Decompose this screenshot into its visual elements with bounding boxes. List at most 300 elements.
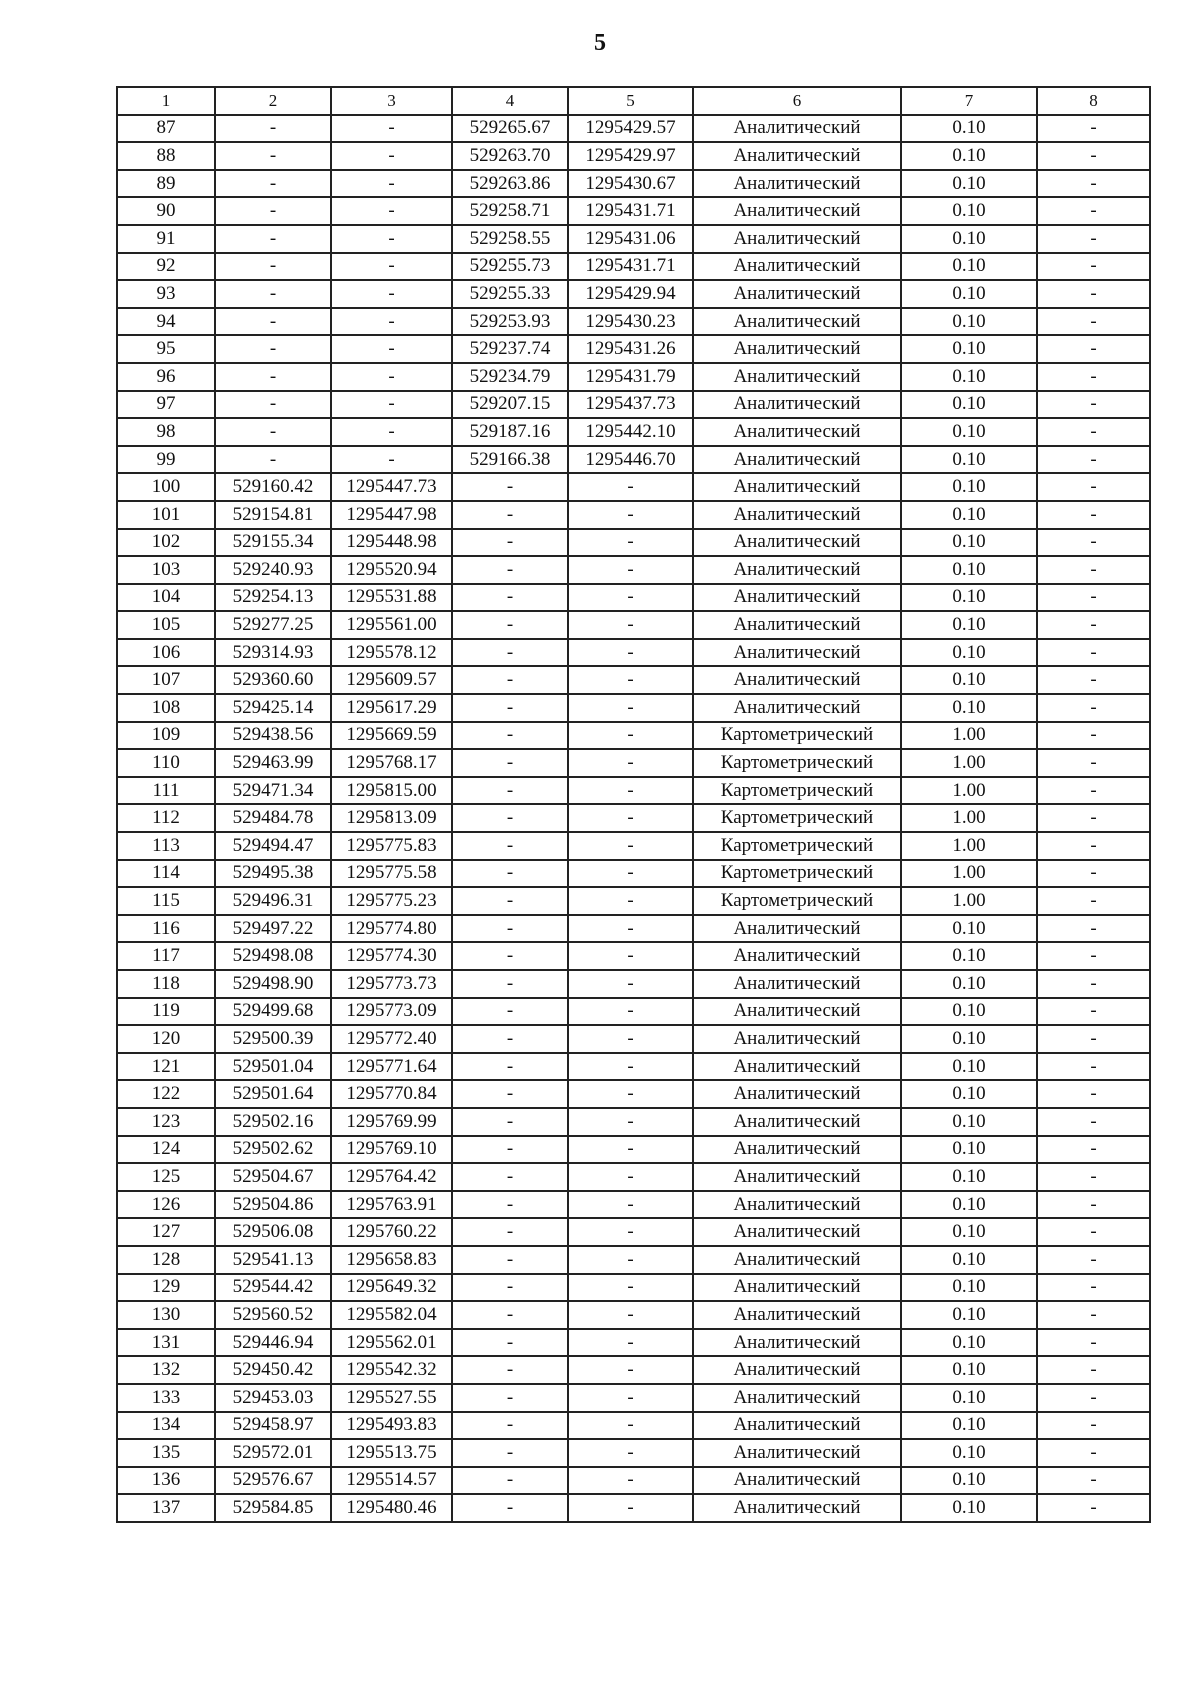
table-cell: -	[1037, 1439, 1150, 1467]
coordinates-table	[116, 86, 1151, 1523]
table-cell: 128	[117, 1246, 215, 1274]
table-cell: -	[452, 1494, 568, 1522]
table-cell: -	[452, 1467, 568, 1495]
table-row	[117, 197, 1150, 225]
table-cell: Аналитический	[693, 529, 901, 557]
table-cell: -	[452, 639, 568, 667]
table-cell: Картометрический	[693, 804, 901, 832]
table-row	[117, 1356, 1150, 1384]
table-cell: Аналитический	[693, 1053, 901, 1081]
table-cell: -	[331, 170, 452, 198]
table-cell: 0.10	[901, 391, 1037, 419]
table-row	[117, 1163, 1150, 1191]
table-cell: -	[331, 142, 452, 170]
table-cell: 110	[117, 749, 215, 777]
table-cell: 0.10	[901, 473, 1037, 501]
table-cell: 0.10	[901, 1274, 1037, 1302]
table-cell: -	[215, 418, 331, 446]
table-cell: -	[568, 501, 693, 529]
table-cell: 1295527.55	[331, 1384, 452, 1412]
table-cell: 1295429.94	[568, 280, 693, 308]
table-cell: -	[331, 418, 452, 446]
table-cell: -	[215, 363, 331, 391]
table-cell: -	[1037, 915, 1150, 943]
table-cell: 1295649.32	[331, 1274, 452, 1302]
table-cell: -	[215, 308, 331, 336]
table-cell: Аналитический	[693, 1412, 901, 1440]
table-cell: 0.10	[901, 1329, 1037, 1357]
table-cell: 0.10	[901, 1301, 1037, 1329]
table-cell: -	[452, 804, 568, 832]
table-cell: 529240.93	[215, 556, 331, 584]
table-cell: 97	[117, 391, 215, 419]
table-cell: 116	[117, 915, 215, 943]
table-cell: -	[568, 832, 693, 860]
table-cell: 0.10	[901, 970, 1037, 998]
table-cell: Картометрический	[693, 722, 901, 750]
table-cell: -	[1037, 253, 1150, 281]
table-row	[117, 611, 1150, 639]
table-cell: 529453.03	[215, 1384, 331, 1412]
table-row	[117, 998, 1150, 1026]
table-cell: -	[331, 363, 452, 391]
table-cell: -	[568, 1412, 693, 1440]
table-cell: Аналитический	[693, 1494, 901, 1522]
table-cell: -	[568, 860, 693, 888]
table-row	[117, 666, 1150, 694]
table-cell: -	[568, 1191, 693, 1219]
table-cell: 0.10	[901, 1136, 1037, 1164]
table-cell: Аналитический	[693, 225, 901, 253]
table-cell: 529584.85	[215, 1494, 331, 1522]
table-row	[117, 1108, 1150, 1136]
table-cell: -	[1037, 1053, 1150, 1081]
table-cell: 0.10	[901, 308, 1037, 336]
table-cell: -	[1037, 970, 1150, 998]
table-cell: 1295764.42	[331, 1163, 452, 1191]
table-cell: 0.10	[901, 363, 1037, 391]
table-cell: 1295431.26	[568, 335, 693, 363]
table-cell: 0.10	[901, 115, 1037, 143]
table-cell: 1295774.30	[331, 942, 452, 970]
table-cell: 101	[117, 501, 215, 529]
table-cell: 529484.78	[215, 804, 331, 832]
column-header-4: 4	[452, 87, 568, 115]
table-cell: -	[452, 501, 568, 529]
table-cell: -	[1037, 1329, 1150, 1357]
table-row	[117, 887, 1150, 915]
table-cell: -	[1037, 832, 1150, 860]
table-cell: 1295609.57	[331, 666, 452, 694]
table-row	[117, 418, 1150, 446]
table-row	[117, 1494, 1150, 1522]
table-row	[117, 253, 1150, 281]
table-cell: -	[215, 446, 331, 474]
table-cell: 1295447.98	[331, 501, 452, 529]
table-cell: 1295775.58	[331, 860, 452, 888]
table-row	[117, 1218, 1150, 1246]
table-cell: 1295431.71	[568, 253, 693, 281]
table-row	[117, 1246, 1150, 1274]
table-row	[117, 722, 1150, 750]
table-cell: Аналитический	[693, 666, 901, 694]
table-row	[117, 473, 1150, 501]
table-cell: Аналитический	[693, 335, 901, 363]
table-cell: 1295669.59	[331, 722, 452, 750]
table-cell: Аналитический	[693, 1246, 901, 1274]
table-cell: 529314.93	[215, 639, 331, 667]
table-cell: Аналитический	[693, 1301, 901, 1329]
table-cell: -	[452, 1301, 568, 1329]
table-cell: Аналитический	[693, 998, 901, 1026]
table-cell: Аналитический	[693, 1274, 901, 1302]
table-cell: -	[452, 1412, 568, 1440]
table-cell: 107	[117, 666, 215, 694]
table-cell: 132	[117, 1356, 215, 1384]
table-cell: 114	[117, 860, 215, 888]
table-cell: -	[452, 1136, 568, 1164]
table-cell: 529541.13	[215, 1246, 331, 1274]
table-cell: -	[452, 860, 568, 888]
table-cell: -	[331, 335, 452, 363]
column-header-1: 1	[117, 87, 215, 115]
table-cell: -	[1037, 225, 1150, 253]
table-cell: 1295429.57	[568, 115, 693, 143]
table-cell: -	[1037, 639, 1150, 667]
table-cell: -	[215, 115, 331, 143]
table-cell: -	[568, 1080, 693, 1108]
table-cell: -	[452, 1329, 568, 1357]
table-cell: 529501.04	[215, 1053, 331, 1081]
table-cell: -	[452, 473, 568, 501]
table-cell: 529500.39	[215, 1025, 331, 1053]
table-cell: 0.10	[901, 225, 1037, 253]
table-cell: 0.10	[901, 998, 1037, 1026]
table-cell: -	[1037, 1218, 1150, 1246]
table-cell: 1295769.99	[331, 1108, 452, 1136]
table-cell: -	[215, 170, 331, 198]
table-row	[117, 942, 1150, 970]
table-cell: 529572.01	[215, 1439, 331, 1467]
table-cell: -	[1037, 998, 1150, 1026]
table-cell: 1295772.40	[331, 1025, 452, 1053]
table-row	[117, 1329, 1150, 1357]
table-cell: 0.10	[901, 1384, 1037, 1412]
table-cell: -	[1037, 363, 1150, 391]
table-cell: 529187.16	[452, 418, 568, 446]
table-cell: -	[215, 142, 331, 170]
table-row	[117, 115, 1150, 143]
table-cell: 1295437.73	[568, 391, 693, 419]
table-cell: Аналитический	[693, 115, 901, 143]
table-cell: -	[568, 942, 693, 970]
table-cell: -	[1037, 722, 1150, 750]
table-cell: 529504.86	[215, 1191, 331, 1219]
table-cell: -	[452, 666, 568, 694]
table-cell: -	[452, 611, 568, 639]
table-cell: 529450.42	[215, 1356, 331, 1384]
table-cell: -	[1037, 584, 1150, 612]
column-header-2: 2	[215, 87, 331, 115]
table-cell: 529277.25	[215, 611, 331, 639]
table-cell: Аналитический	[693, 970, 901, 998]
table-cell: -	[568, 749, 693, 777]
table-cell: 104	[117, 584, 215, 612]
column-header-5: 5	[568, 87, 693, 115]
table-cell: 95	[117, 335, 215, 363]
table-cell: 105	[117, 611, 215, 639]
table-cell: 1295520.94	[331, 556, 452, 584]
table-cell: -	[568, 1329, 693, 1357]
table-cell: 1295769.10	[331, 1136, 452, 1164]
table-cell: 1295448.98	[331, 529, 452, 557]
table-cell: 529544.42	[215, 1274, 331, 1302]
table-cell: 89	[117, 170, 215, 198]
table-cell: 1295617.29	[331, 694, 452, 722]
table-cell: 0.10	[901, 142, 1037, 170]
table-cell: 529499.68	[215, 998, 331, 1026]
table-cell: 529425.14	[215, 694, 331, 722]
table-cell: 529253.93	[452, 308, 568, 336]
table-cell: 1.00	[901, 860, 1037, 888]
table-cell: Аналитический	[693, 391, 901, 419]
table-cell: -	[1037, 418, 1150, 446]
table-cell: 0.10	[901, 639, 1037, 667]
table-cell: -	[568, 1274, 693, 1302]
table-cell: 1295768.17	[331, 749, 452, 777]
table-cell: 98	[117, 418, 215, 446]
table-cell: 529258.71	[452, 197, 568, 225]
table-cell: 1295770.84	[331, 1080, 452, 1108]
table-row	[117, 639, 1150, 667]
table-cell: 1295480.46	[331, 1494, 452, 1522]
table-cell: 0.10	[901, 501, 1037, 529]
table-cell: Аналитический	[693, 142, 901, 170]
table-cell: -	[331, 391, 452, 419]
table-cell: -	[1037, 804, 1150, 832]
table-cell: Аналитический	[693, 1108, 901, 1136]
table-cell: -	[1037, 1246, 1150, 1274]
table-cell: -	[452, 1384, 568, 1412]
table-cell: 0.10	[901, 694, 1037, 722]
table-cell: 103	[117, 556, 215, 584]
table-cell: -	[452, 1053, 568, 1081]
table-cell: 0.10	[901, 1467, 1037, 1495]
table-cell: 1295773.73	[331, 970, 452, 998]
table-cell: 0.10	[901, 1163, 1037, 1191]
table-cell: 131	[117, 1329, 215, 1357]
table-cell: 529576.67	[215, 1467, 331, 1495]
table-cell: -	[452, 1356, 568, 1384]
table-row	[117, 363, 1150, 391]
table-cell: -	[1037, 391, 1150, 419]
table-cell: 529155.34	[215, 529, 331, 557]
table-cell: 0.10	[901, 556, 1037, 584]
table-cell: 1295442.10	[568, 418, 693, 446]
table-cell: -	[452, 749, 568, 777]
table-cell: Аналитический	[693, 942, 901, 970]
table-cell: 111	[117, 777, 215, 805]
table-cell: 0.10	[901, 666, 1037, 694]
table-cell: 529438.56	[215, 722, 331, 750]
table-cell: -	[452, 1080, 568, 1108]
table-cell: 529166.38	[452, 446, 568, 474]
table-header	[117, 87, 1150, 115]
table-cell: 0.10	[901, 446, 1037, 474]
table-cell: 136	[117, 1467, 215, 1495]
table-cell: -	[568, 1494, 693, 1522]
table-cell: -	[568, 1136, 693, 1164]
table-cell: -	[452, 584, 568, 612]
table-cell: -	[1037, 1080, 1150, 1108]
table-cell: -	[1037, 335, 1150, 363]
table-cell: 1295514.57	[331, 1467, 452, 1495]
table-cell: Аналитический	[693, 473, 901, 501]
table-cell: 1.00	[901, 804, 1037, 832]
table-cell: -	[1037, 1412, 1150, 1440]
table-row	[117, 804, 1150, 832]
table-cell: -	[1037, 1356, 1150, 1384]
table-cell: 529263.86	[452, 170, 568, 198]
table-cell: -	[452, 1274, 568, 1302]
table-cell: Аналитический	[693, 556, 901, 584]
table-cell: -	[1037, 529, 1150, 557]
table-cell: -	[215, 391, 331, 419]
table-cell: 1295513.75	[331, 1439, 452, 1467]
table-cell: 108	[117, 694, 215, 722]
table-row	[117, 391, 1150, 419]
table-cell: 122	[117, 1080, 215, 1108]
table-cell: 125	[117, 1163, 215, 1191]
table-cell: 529502.62	[215, 1136, 331, 1164]
table-cell: 1295561.00	[331, 611, 452, 639]
table-cell: 127	[117, 1218, 215, 1246]
table-cell: 0.10	[901, 611, 1037, 639]
table-row	[117, 1467, 1150, 1495]
table-cell: Аналитический	[693, 1163, 901, 1191]
table-cell: -	[1037, 694, 1150, 722]
table-cell: -	[1037, 446, 1150, 474]
table-cell: 0.10	[901, 1080, 1037, 1108]
page-number: 5	[594, 30, 606, 56]
table-cell: -	[1037, 1467, 1150, 1495]
table-cell: 1295813.09	[331, 804, 452, 832]
table-cell: Аналитический	[693, 1439, 901, 1467]
table-cell: 1295431.06	[568, 225, 693, 253]
table-cell: 1295430.67	[568, 170, 693, 198]
table-cell: 118	[117, 970, 215, 998]
table-cell: 1295431.71	[568, 197, 693, 225]
table-cell: -	[215, 335, 331, 363]
table-cell: 113	[117, 832, 215, 860]
table-cell: Аналитический	[693, 1025, 901, 1053]
table-cell: 0.10	[901, 1356, 1037, 1384]
table-cell: 529496.31	[215, 887, 331, 915]
table-row	[117, 970, 1150, 998]
table-cell: -	[1037, 666, 1150, 694]
table-cell: 115	[117, 887, 215, 915]
table-cell: 0.10	[901, 1053, 1037, 1081]
table-cell: 117	[117, 942, 215, 970]
table-cell: 0.10	[901, 942, 1037, 970]
table-cell: -	[1037, 942, 1150, 970]
table-cell: 0.10	[901, 1494, 1037, 1522]
table-cell: 529463.99	[215, 749, 331, 777]
table-cell: Аналитический	[693, 1356, 901, 1384]
table-cell: -	[1037, 1108, 1150, 1136]
table-row	[117, 1384, 1150, 1412]
table-cell: Аналитический	[693, 915, 901, 943]
table-cell: 1.00	[901, 722, 1037, 750]
table-cell: 1.00	[901, 777, 1037, 805]
table-row	[117, 1301, 1150, 1329]
table-cell: 0.10	[901, 253, 1037, 281]
table-cell: 1295429.97	[568, 142, 693, 170]
table-cell: 529255.33	[452, 280, 568, 308]
table-cell: 529502.16	[215, 1108, 331, 1136]
table-cell: Картометрический	[693, 832, 901, 860]
table-cell: -	[1037, 860, 1150, 888]
table-cell: 529154.81	[215, 501, 331, 529]
table-cell: -	[331, 253, 452, 281]
table-cell: 529265.67	[452, 115, 568, 143]
table-cell: -	[452, 998, 568, 1026]
table-row	[117, 280, 1150, 308]
table-cell: 0.10	[901, 335, 1037, 363]
table-cell: -	[568, 1108, 693, 1136]
table-row	[117, 1439, 1150, 1467]
table-cell: -	[452, 1218, 568, 1246]
table-cell: 121	[117, 1053, 215, 1081]
table-cell: Картометрический	[693, 749, 901, 777]
table-cell: -	[1037, 556, 1150, 584]
table-cell: -	[452, 777, 568, 805]
table-row	[117, 308, 1150, 336]
table-cell: -	[452, 1246, 568, 1274]
table-cell: Аналитический	[693, 197, 901, 225]
column-header-3: 3	[331, 87, 452, 115]
table-cell: -	[568, 1218, 693, 1246]
table-cell: 529234.79	[452, 363, 568, 391]
table-cell: 529160.42	[215, 473, 331, 501]
table-cell: 0.10	[901, 1412, 1037, 1440]
table-cell: -	[452, 1108, 568, 1136]
table-cell: 134	[117, 1412, 215, 1440]
table-cell: -	[452, 1163, 568, 1191]
table-cell: 1.00	[901, 887, 1037, 915]
table-row	[117, 1053, 1150, 1081]
table-cell: -	[1037, 1163, 1150, 1191]
table-cell: Аналитический	[693, 611, 901, 639]
table-cell: -	[331, 308, 452, 336]
table-cell: -	[1037, 197, 1150, 225]
table-cell: -	[452, 1025, 568, 1053]
table-cell: -	[568, 777, 693, 805]
table-cell: 1295562.01	[331, 1329, 452, 1357]
table-cell: Аналитический	[693, 639, 901, 667]
table-cell: 130	[117, 1301, 215, 1329]
table-row	[117, 225, 1150, 253]
table-cell: 529501.64	[215, 1080, 331, 1108]
table-cell: 529254.13	[215, 584, 331, 612]
table-cell: -	[331, 225, 452, 253]
table-cell: -	[568, 611, 693, 639]
table-cell: 1295775.23	[331, 887, 452, 915]
table-cell: -	[331, 197, 452, 225]
table-row	[117, 915, 1150, 943]
table-cell: 0.10	[901, 197, 1037, 225]
table-cell: Картометрический	[693, 860, 901, 888]
